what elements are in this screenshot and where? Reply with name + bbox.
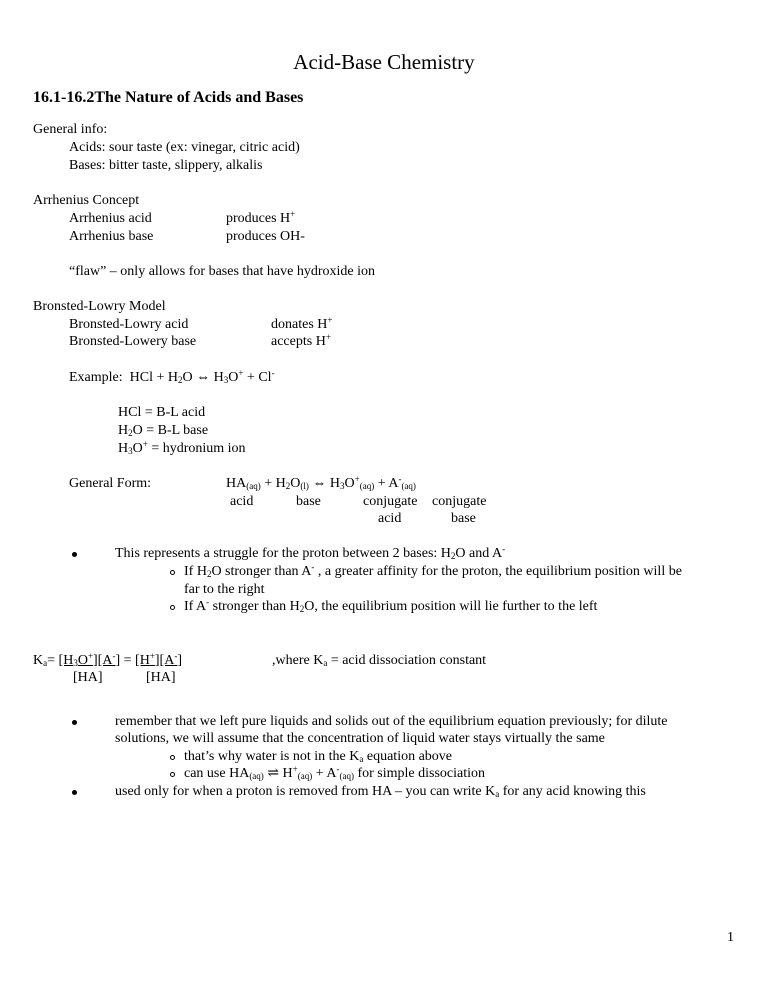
ka-denominator-1: [HA] [73, 670, 103, 685]
struggle-bullet-text: This represents a struggle for the proton between 2 bases: $H_2O$ and A- [115, 544, 506, 561]
bullet [72, 552, 77, 557]
used-only-bullet-text: used only for when a proton is removed from HA – you can write $K_a$ for any acid knowing this [115, 784, 646, 799]
general-form-equation: $HA_{(aq)} + H_2O_{(l)}$ ⇔ $H_3O^+_{(aq)} + A^-_{(aq)}$ [226, 474, 416, 491]
bronsted-acid-label: Bronsted-Lowry acid [69, 317, 189, 332]
bullet [72, 720, 77, 725]
arrhenius-flaw-note: “flaw” – only allows for bases that have hydroxide ion [69, 264, 375, 279]
label-conjugate-acid: conjugate [363, 494, 418, 509]
ka-denominator-2: [HA] [146, 670, 176, 685]
bronsted-base-label: Bronsted-Lowery base [69, 334, 197, 349]
arrhenius-base-definition: produces OH- [226, 229, 305, 244]
note-hcl: HCl = B-L acid [118, 405, 206, 420]
label-base: base [296, 494, 321, 509]
example-equation: Example: HCl + $H_2O$ ⇔ $H_3O^+ + Cl^-$ [69, 368, 275, 385]
arrhenius-acid-definition: produces H+ [226, 209, 296, 226]
struggle-sub2: If A- stronger than $H_2O$, the equilibrium position will lie further to the left [184, 597, 598, 614]
struggle-sub1-continued: far to the right [184, 582, 265, 597]
general-info-heading: General info: [33, 122, 108, 137]
general-form-label: General Form: [69, 476, 152, 491]
bases-info: Bases: bitter taste, slippery, alkalis [69, 158, 263, 173]
note-h2o: $H_2O = B-L$ base [118, 423, 209, 438]
sub-bullet [170, 772, 175, 777]
remember-line-2: solutions, we will assume that the concentration of liquid water stays virtually the same [115, 731, 605, 746]
arrhenius-base-label: Arrhenius base [69, 229, 154, 244]
remember-line-1: remember that we left pure liquids and solids out of the equilibrium equation previously; for dilute [115, 714, 668, 729]
label-conjugate-base: conjugate [432, 494, 487, 509]
label-acid: acid [230, 494, 254, 509]
document-title: Acid-Base Chemistry [293, 50, 475, 74]
acids-info: Acids: sour taste (ex: vinegar, citric acid) [69, 140, 300, 155]
sub-bullet [170, 605, 175, 610]
arrhenius-acid-label: Arrhenius acid [69, 211, 152, 226]
bronsted-base-definition: accepts H+ [271, 332, 331, 349]
arrhenius-heading: Arrhenius Concept [33, 193, 140, 208]
bronsted-heading: Bronsted-Lowry Model [33, 299, 166, 314]
bullet [72, 790, 77, 795]
ka-equation: $K_a= [H_3O^+][A^-] = [H^+][A^-]$ [33, 651, 182, 668]
sub-bullet [170, 570, 175, 575]
bronsted-acid-definition: donates H+ [271, 315, 333, 332]
ka-where-note: ,where $K_a$ = acid dissociation constant [272, 653, 487, 668]
page-number: 1 [727, 930, 734, 945]
note-h3o: $H_3O^+$ = hydronium ion [118, 439, 246, 456]
sub-bullet [170, 755, 175, 760]
struggle-sub1: If $H_2O$ stronger than A- , a greater affinity for the proton, the equilibrium position will be [184, 562, 682, 579]
remember-sub2: can use $HA_{(aq)}$ ⇌ $H^+_{(aq)} + A^-_{(aq)}$ for simple dissociation [184, 764, 486, 781]
label-base-2: base [451, 511, 476, 526]
section-heading: 16.1-16.2The Nature of Acids and Bases [33, 89, 304, 106]
label-acid-2: acid [378, 511, 402, 526]
remember-sub1: that’s why water is not in the $K_a$ equation above [184, 749, 453, 764]
